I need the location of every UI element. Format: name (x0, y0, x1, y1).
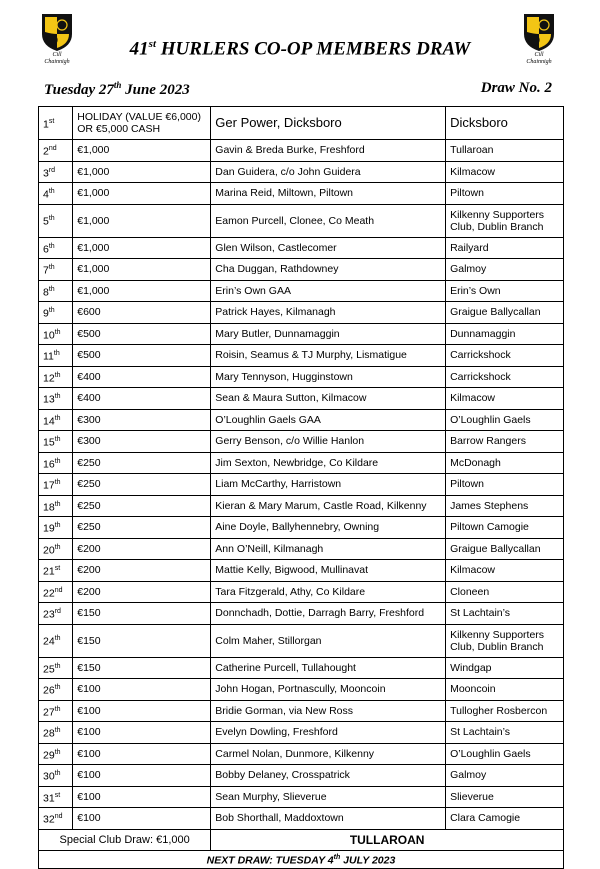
result-row (39, 161, 564, 183)
result-winner-name: Gavin & Breda Burke, Freshford (211, 140, 446, 162)
result-row (39, 345, 564, 367)
result-club: Galmoy (446, 765, 564, 787)
result-position: 26th (39, 679, 73, 701)
result-winner-name: Jim Sexton, Newbridge, Co Kildare (211, 452, 446, 474)
result-club: St Lachtain’s (446, 722, 564, 744)
result-prize: €150 (73, 657, 211, 679)
result-position: 13th (39, 388, 73, 410)
result-row (39, 280, 564, 302)
result-position: 27th (39, 700, 73, 722)
page-title: 41st HURLERS CO-OP MEMBERS DRAW (129, 38, 471, 60)
result-club: Piltown Camogie (446, 517, 564, 539)
result-row (39, 624, 564, 657)
result-position: 9th (39, 302, 73, 324)
result-position: 3rd (39, 161, 73, 183)
result-prize: €600 (73, 302, 211, 324)
result-prize: €1,000 (73, 259, 211, 281)
result-club: O’Loughlin Gaels (446, 409, 564, 431)
result-position: 28th (39, 722, 73, 744)
result-row (39, 560, 564, 582)
result-club: Railyard (446, 237, 564, 259)
result-club: Galmoy (446, 259, 564, 281)
result-club: Kilkenny Supporters Club, Dublin Branch (446, 624, 564, 657)
result-club: Piltown (446, 183, 564, 205)
result-club: Piltown (446, 474, 564, 496)
result-club: Carrickshock (446, 366, 564, 388)
result-winner-name: Kieran & Mary Marum, Castle Road, Kilkenny (211, 495, 446, 517)
result-winner-name: John Hogan, Portnascully, Mooncoin (211, 679, 446, 701)
result-row (39, 323, 564, 345)
result-club: O’Loughlin Gaels (446, 743, 564, 765)
result-winner-name: Sean Murphy, Slieverue (211, 786, 446, 808)
result-club: Tullaroan (446, 140, 564, 162)
result-winner-name: Mary Tennyson, Hugginstown (211, 366, 446, 388)
result-position: 31st (39, 786, 73, 808)
result-row (39, 538, 564, 560)
next-draw-notice: NEXT DRAW: TUESDAY 4th JULY 2023 (39, 851, 564, 869)
result-prize: €400 (73, 388, 211, 410)
result-row (39, 722, 564, 744)
result-prize: €250 (73, 474, 211, 496)
result-winner-name: Cha Duggan, Rathdowney (211, 259, 446, 281)
result-prize: €100 (73, 743, 211, 765)
result-position: 8th (39, 280, 73, 302)
result-winner-name: Ann O’Neill, Kilmanagh (211, 538, 446, 560)
result-prize: €150 (73, 624, 211, 657)
special-club-draw-row (39, 829, 564, 851)
result-winner-name: Colm Maher, Stillorgan (211, 624, 446, 657)
result-prize: €100 (73, 786, 211, 808)
result-club: Windgap (446, 657, 564, 679)
result-row (39, 204, 564, 237)
result-club: Kilmacow (446, 560, 564, 582)
result-winner-name: Aine Doyle, Ballyhennebry, Owning (211, 517, 446, 539)
result-winner-name: Roisin, Seamus & TJ Murphy, Lismatigue (211, 345, 446, 367)
special-club-draw-label: Special Club Draw: €1,000 (39, 829, 211, 851)
result-prize: €100 (73, 722, 211, 744)
result-position: 17th (39, 474, 73, 496)
result-prize: €1,000 (73, 237, 211, 259)
result-row (39, 700, 564, 722)
result-prize: €200 (73, 581, 211, 603)
result-prize: €100 (73, 679, 211, 701)
result-winner-name: Dan Guidera, c/o John Guidera (211, 161, 446, 183)
result-prize: €1,000 (73, 140, 211, 162)
result-row (39, 657, 564, 679)
result-row (39, 452, 564, 474)
result-row (39, 140, 564, 162)
logo-caption: Cill Chainnigh (526, 52, 552, 65)
result-prize: HOLIDAY (VALUE €6,000) OR €5,000 CASH (73, 107, 211, 140)
result-club: Mooncoin (446, 679, 564, 701)
result-position: 23rd (39, 603, 73, 625)
result-prize: €250 (73, 495, 211, 517)
result-prize: €500 (73, 323, 211, 345)
result-prize: €150 (73, 603, 211, 625)
draw-date: Tuesday 27th June 2023 (44, 80, 190, 98)
result-row (39, 259, 564, 281)
result-winner-name: Bob Shorthall, Maddoxtown (211, 808, 446, 830)
result-position: 6th (39, 237, 73, 259)
result-row (39, 107, 564, 140)
result-position: 12th (39, 366, 73, 388)
result-row (39, 495, 564, 517)
result-club: James Stephens (446, 495, 564, 517)
result-winner-name: Bobby Delaney, Crosspatrick (211, 765, 446, 787)
result-club: Slieverue (446, 786, 564, 808)
result-winner-name: Carmel Nolan, Dunmore, Kilkenny (211, 743, 446, 765)
result-position: 7th (39, 259, 73, 281)
result-position: 4th (39, 183, 73, 205)
result-club: Cloneen (446, 581, 564, 603)
result-club: Kilmacow (446, 161, 564, 183)
result-winner-name: Liam McCarthy, Harristown (211, 474, 446, 496)
result-club: McDonagh (446, 452, 564, 474)
result-position: 21st (39, 560, 73, 582)
result-winner-name: Gerry Benson, c/o Willie Hanlon (211, 431, 446, 453)
result-prize: €1,000 (73, 161, 211, 183)
result-row (39, 808, 564, 830)
result-row (39, 409, 564, 431)
result-winner-name: Erin’s Own GAA (211, 280, 446, 302)
result-position: 15th (39, 431, 73, 453)
result-club: St Lachtain’s (446, 603, 564, 625)
result-prize: €1,000 (73, 183, 211, 205)
result-position: 30th (39, 765, 73, 787)
result-prize: €300 (73, 431, 211, 453)
result-position: 22nd (39, 581, 73, 603)
result-club: Kilkenny Supporters Club, Dublin Branch (446, 204, 564, 237)
result-position: 32nd (39, 808, 73, 830)
result-prize: €1,000 (73, 280, 211, 302)
logo-caption: Cill Chainnigh (44, 52, 70, 65)
result-club: Dicksboro (446, 107, 564, 140)
result-row (39, 366, 564, 388)
result-prize: €200 (73, 560, 211, 582)
result-row (39, 474, 564, 496)
special-club-draw-winner: TULLAROAN (211, 829, 564, 851)
result-prize: €100 (73, 808, 211, 830)
result-row (39, 603, 564, 625)
result-row (39, 183, 564, 205)
result-position: 2nd (39, 140, 73, 162)
result-position: 19th (39, 517, 73, 539)
result-club: Barrow Rangers (446, 431, 564, 453)
result-club: Kilmacow (446, 388, 564, 410)
result-winner-name: Mattie Kelly, Bigwood, Mullinavat (211, 560, 446, 582)
result-row (39, 786, 564, 808)
result-club: Graigue Ballycallan (446, 538, 564, 560)
result-row (39, 765, 564, 787)
result-row (39, 679, 564, 701)
result-prize: €100 (73, 700, 211, 722)
result-prize: €200 (73, 538, 211, 560)
result-prize: €400 (73, 366, 211, 388)
result-prize: €300 (73, 409, 211, 431)
result-position: 1st (39, 107, 73, 140)
result-position: 14th (39, 409, 73, 431)
results-table (38, 106, 564, 869)
result-position: 5th (39, 204, 73, 237)
result-winner-name: Donnchadh, Dottie, Darragh Barry, Freshford (211, 603, 446, 625)
result-winner-name: Sean & Maura Sutton, Kilmacow (211, 388, 446, 410)
result-row (39, 302, 564, 324)
result-club: Clara Camogie (446, 808, 564, 830)
result-winner-name: Ger Power, Dicksboro (211, 107, 446, 140)
result-row (39, 431, 564, 453)
result-winner-name: Patrick Hayes, Kilmanagh (211, 302, 446, 324)
draw-number: Draw No. 2 (480, 80, 552, 96)
result-winner-name: Mary Butler, Dunnamaggin (211, 323, 446, 345)
result-row (39, 517, 564, 539)
result-prize: €250 (73, 517, 211, 539)
result-prize: €1,000 (73, 204, 211, 237)
result-position: 25th (39, 657, 73, 679)
result-position: 29th (39, 743, 73, 765)
result-club: Dunnamaggin (446, 323, 564, 345)
result-winner-name: Glen Wilson, Castlecomer (211, 237, 446, 259)
result-prize: €250 (73, 452, 211, 474)
result-position: 10th (39, 323, 73, 345)
result-position: 11th (39, 345, 73, 367)
result-winner-name: Marina Reid, Miltown, Piltown (211, 183, 446, 205)
result-position: 24th (39, 624, 73, 657)
result-row (39, 581, 564, 603)
result-position: 18th (39, 495, 73, 517)
result-row (39, 743, 564, 765)
result-club: Graigue Ballycallan (446, 302, 564, 324)
result-winner-name: Eamon Purcell, Clonee, Co Meath (211, 204, 446, 237)
result-position: 20th (39, 538, 73, 560)
result-winner-name: O’Loughlin Gaels GAA (211, 409, 446, 431)
result-prize: €500 (73, 345, 211, 367)
result-prize: €100 (73, 765, 211, 787)
result-winner-name: Tara Fitzgerald, Athy, Co Kildare (211, 581, 446, 603)
result-club: Carrickshock (446, 345, 564, 367)
result-winner-name: Catherine Purcell, Tullahought (211, 657, 446, 679)
result-winner-name: Bridie Gorman, via New Ross (211, 700, 446, 722)
next-draw-row (39, 851, 564, 869)
result-winner-name: Evelyn Dowling, Freshford (211, 722, 446, 744)
result-position: 16th (39, 452, 73, 474)
result-club: Erin’s Own (446, 280, 564, 302)
result-club: Tullogher Rosbercon (446, 700, 564, 722)
result-row (39, 237, 564, 259)
result-row (39, 388, 564, 410)
